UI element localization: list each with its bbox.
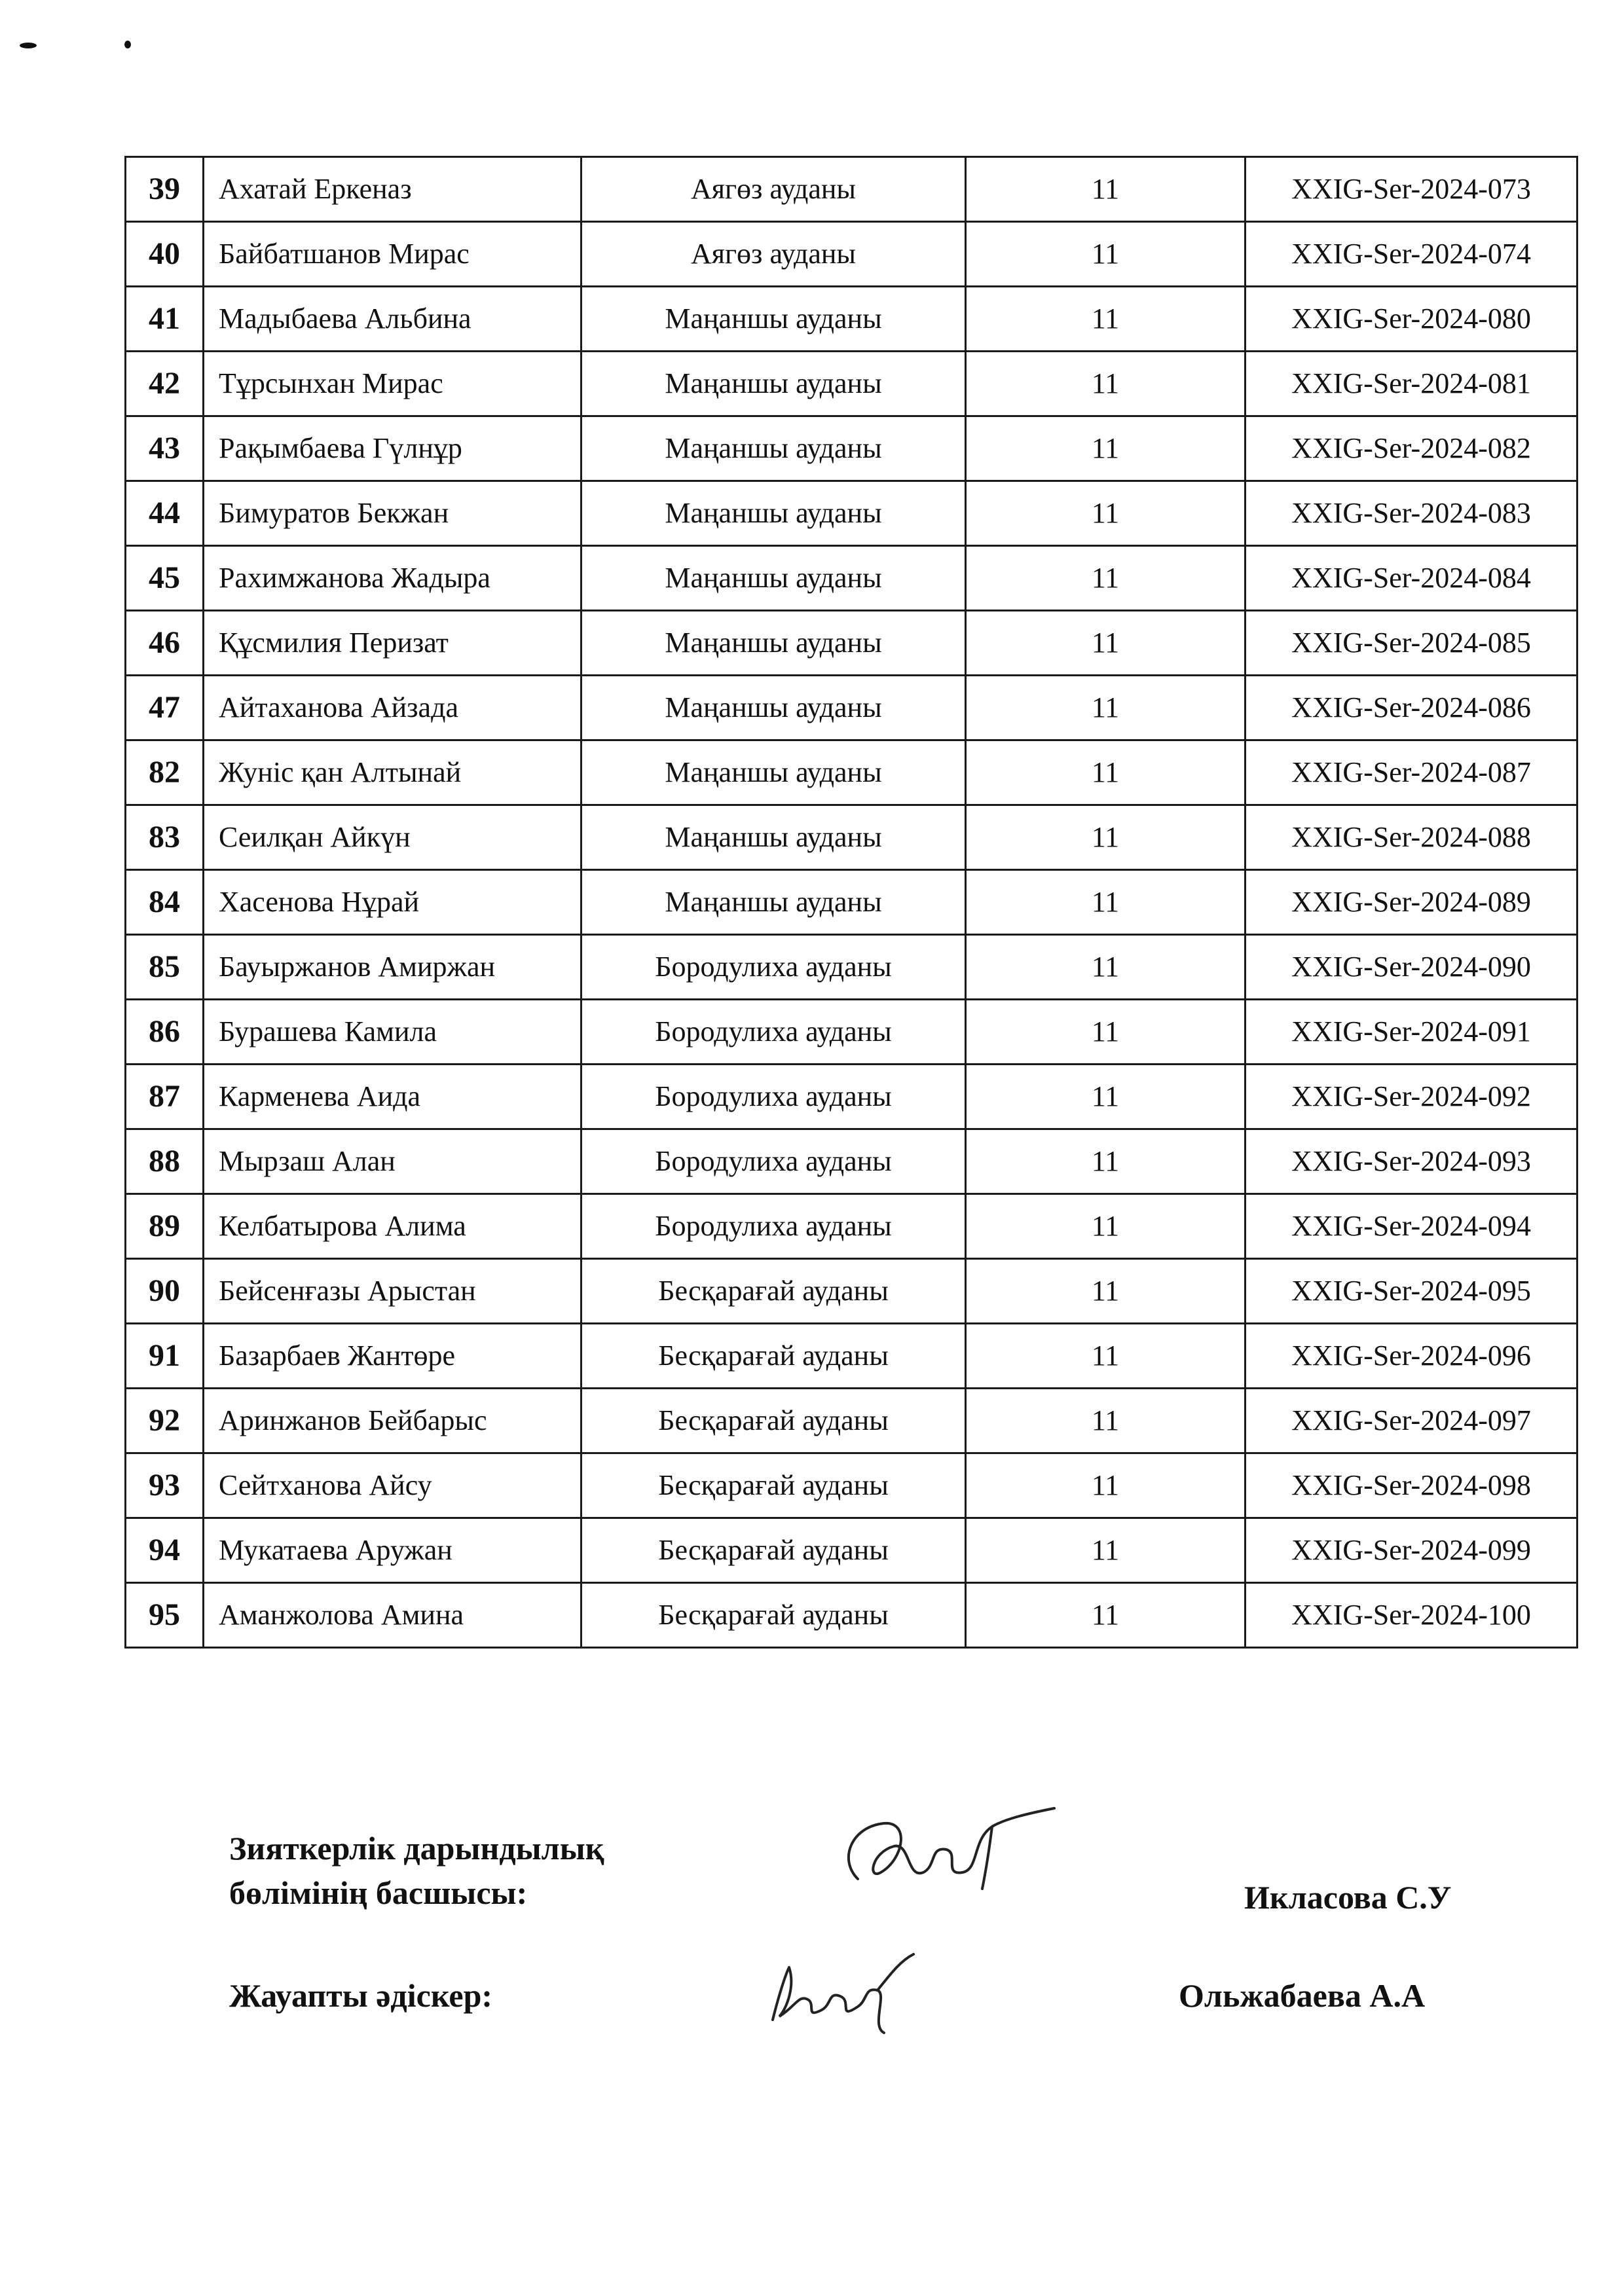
certificate-code: XXIG-Ser-2024-082 [1246,416,1578,481]
row-number: 85 [126,935,204,1000]
district: Маңаншы ауданы [581,287,966,352]
table-row [126,546,1578,611]
district: Бесқарағай ауданы [581,1389,966,1453]
table-row [126,1518,1578,1583]
participant-name: Ахатай Еркеназ [204,157,581,222]
table-row [126,352,1578,416]
participant-name: Рахимжанова Жадыра [204,546,581,611]
head-title-line1: Зияткерлік дарындылық [229,1830,604,1867]
district: Маңаншы ауданы [581,805,966,870]
district: Маңаншы ауданы [581,676,966,740]
participant-name: Бейсенғазы Арыстан [204,1259,581,1324]
head-name: Икласова С.У [1244,1879,1452,1916]
district: Бесқарағай ауданы [581,1324,966,1389]
grade: 11 [966,1194,1246,1259]
certificate-code: XXIG-Ser-2024-092 [1246,1065,1578,1129]
row-number: 94 [126,1518,204,1583]
table-row [126,1000,1578,1065]
table-row [126,1324,1578,1389]
certificate-code: XXIG-Ser-2024-087 [1246,740,1578,805]
table-row [126,1583,1578,1648]
district: Бородулиха ауданы [581,1065,966,1129]
row-number: 92 [126,1389,204,1453]
participant-name: Жуніс қан Алтынай [204,740,581,805]
participant-name: Бимуратов Бекжан [204,481,581,546]
table-row [126,1065,1578,1129]
table-row [126,1259,1578,1324]
row-number: 86 [126,1000,204,1065]
participant-name: Мукатаева Аружан [204,1518,581,1583]
table-row [126,287,1578,352]
head-title-line2: бөлімінің басшысы: [229,1874,528,1911]
participant-name: Келбатырова Алима [204,1194,581,1259]
grade: 11 [966,481,1246,546]
district: Маңаншы ауданы [581,740,966,805]
row-number: 42 [126,352,204,416]
participant-name: Карменева Аида [204,1065,581,1129]
certificate-code: XXIG-Ser-2024-080 [1246,287,1578,352]
row-number: 40 [126,222,204,287]
certificate-code: XXIG-Ser-2024-085 [1246,611,1578,676]
district: Бесқарағай ауданы [581,1259,966,1324]
table-row [126,1389,1578,1453]
participant-name: Мырзаш Алан [204,1129,581,1194]
row-number: 84 [126,870,204,935]
grade: 11 [966,1259,1246,1324]
certificate-code: XXIG-Ser-2024-093 [1246,1129,1578,1194]
scan-speck [20,43,37,48]
grade: 11 [966,1518,1246,1583]
certificate-code: XXIG-Ser-2024-089 [1246,870,1578,935]
grade: 11 [966,1324,1246,1389]
table-row [126,481,1578,546]
grade: 11 [966,676,1246,740]
grade: 11 [966,611,1246,676]
grade: 11 [966,416,1246,481]
methodist-title: Жауапты әдіскер: [229,1977,493,2014]
participant-name: Құсмилия Перизат [204,611,581,676]
participant-name: Рақымбаева Гүлнұр [204,416,581,481]
district: Бородулиха ауданы [581,1000,966,1065]
participant-name: Айтаханова Айзада [204,676,581,740]
grade: 11 [966,870,1246,935]
row-number: 41 [126,287,204,352]
methodist-signature [760,1941,930,2046]
district: Бесқарағай ауданы [581,1583,966,1648]
row-number: 44 [126,481,204,546]
row-number: 89 [126,1194,204,1259]
table-row [126,870,1578,935]
certificate-code: XXIG-Ser-2024-095 [1246,1259,1578,1324]
row-number: 39 [126,157,204,222]
row-number: 91 [126,1324,204,1389]
grade: 11 [966,1389,1246,1453]
row-number: 47 [126,676,204,740]
participants-table-body [126,157,1578,1648]
table-row [126,740,1578,805]
table-row [126,1194,1578,1259]
certificate-code: XXIG-Ser-2024-094 [1246,1194,1578,1259]
certificate-code: XXIG-Ser-2024-074 [1246,222,1578,287]
table-row [126,1129,1578,1194]
certificate-code: XXIG-Ser-2024-083 [1246,481,1578,546]
district: Маңаншы ауданы [581,481,966,546]
participant-name: Хасенова Нұрай [204,870,581,935]
grade: 11 [966,157,1246,222]
participant-name: Аринжанов Бейбарыс [204,1389,581,1453]
certificate-code: XXIG-Ser-2024-096 [1246,1324,1578,1389]
district: Аягөз ауданы [581,222,966,287]
participant-name: Бурашева Камила [204,1000,581,1065]
grade: 11 [966,546,1246,611]
certificate-code: XXIG-Ser-2024-084 [1246,546,1578,611]
grade: 11 [966,352,1246,416]
district: Бородулиха ауданы [581,1194,966,1259]
scan-speck [124,41,131,48]
certificate-code: XXIG-Ser-2024-100 [1246,1583,1578,1648]
participant-name: Бауыржанов Амиржан [204,935,581,1000]
head-title [229,1827,753,1915]
district: Бородулиха ауданы [581,1129,966,1194]
table-row [126,676,1578,740]
table-row [126,611,1578,676]
participant-name: Мадыбаева Альбина [204,287,581,352]
grade: 11 [966,287,1246,352]
table-row [126,1453,1578,1518]
certificate-code: XXIG-Ser-2024-097 [1246,1389,1578,1453]
row-number: 45 [126,546,204,611]
participant-name: Байбатшанов Мирас [204,222,581,287]
district: Маңаншы ауданы [581,611,966,676]
grade: 11 [966,1129,1246,1194]
row-number: 90 [126,1259,204,1324]
row-number: 43 [126,416,204,481]
table-row [126,157,1578,222]
head-signature [832,1800,1067,1912]
participant-name: Тұрсынхан Мирас [204,352,581,416]
certificate-code: XXIG-Ser-2024-091 [1246,1000,1578,1065]
table-row [126,222,1578,287]
row-number: 82 [126,740,204,805]
certificate-code: XXIG-Ser-2024-073 [1246,157,1578,222]
district: Бородулиха ауданы [581,935,966,1000]
table-row [126,935,1578,1000]
certificate-code: XXIG-Ser-2024-088 [1246,805,1578,870]
table-row [126,416,1578,481]
certificate-code: XXIG-Ser-2024-090 [1246,935,1578,1000]
grade: 11 [966,935,1246,1000]
participant-name: Сейтханова Айсу [204,1453,581,1518]
row-number: 46 [126,611,204,676]
row-number: 95 [126,1583,204,1648]
grade: 11 [966,805,1246,870]
grade: 11 [966,1583,1246,1648]
grade: 11 [966,1065,1246,1129]
row-number: 93 [126,1453,204,1518]
participant-name: Сеилқан Айкүн [204,805,581,870]
district: Маңаншы ауданы [581,870,966,935]
district: Бесқарағай ауданы [581,1518,966,1583]
district: Бесқарағай ауданы [581,1453,966,1518]
district: Аягөз ауданы [581,157,966,222]
grade: 11 [966,1000,1246,1065]
district: Маңаншы ауданы [581,546,966,611]
certificate-code: XXIG-Ser-2024-081 [1246,352,1578,416]
participant-name: Базарбаев Жантөре [204,1324,581,1389]
row-number: 88 [126,1129,204,1194]
grade: 11 [966,740,1246,805]
district: Маңаншы ауданы [581,416,966,481]
methodist-name: Ольжабаева А.А [1179,1977,1426,2014]
grade: 11 [966,1453,1246,1518]
participant-name: Аманжолова Амина [204,1583,581,1648]
participants-table [124,156,1578,1649]
district: Маңаншы ауданы [581,352,966,416]
table-row [126,805,1578,870]
row-number: 83 [126,805,204,870]
certificate-code: XXIG-Ser-2024-099 [1246,1518,1578,1583]
certificate-code: XXIG-Ser-2024-086 [1246,676,1578,740]
row-number: 87 [126,1065,204,1129]
grade: 11 [966,222,1246,287]
certificate-code: XXIG-Ser-2024-098 [1246,1453,1578,1518]
